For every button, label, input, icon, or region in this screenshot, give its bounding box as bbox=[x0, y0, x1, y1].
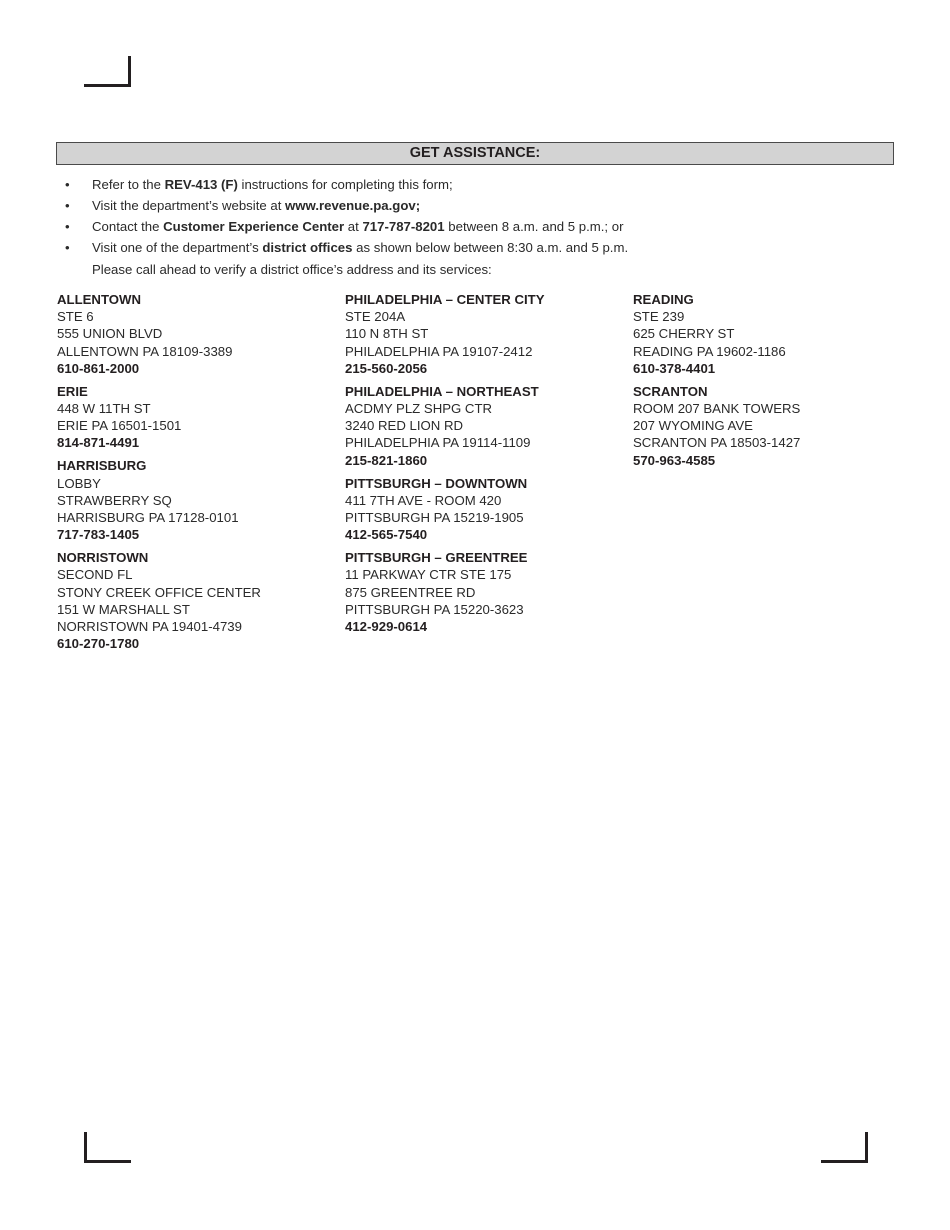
bullet-icon: • bbox=[65, 240, 70, 255]
office-phone: 215-560-2056 bbox=[345, 360, 428, 376]
address-line: PHILADELPHIA PA 19114-1109 bbox=[345, 435, 531, 451]
assistance-list bbox=[56, 174, 896, 258]
address-line: ALLENTOWN PA 18109-3389 bbox=[57, 343, 233, 359]
office-name: READING bbox=[633, 292, 694, 307]
website-link[interactable]: www.revenue.pa.gov; bbox=[285, 198, 421, 213]
address-line: ACDMY PLZ SHPG CTR bbox=[345, 401, 493, 417]
address-line: ERIE PA 16501-1501 bbox=[57, 418, 182, 434]
address-line: 448 W 11TH ST bbox=[57, 401, 151, 417]
office-phone: 412-929-0614 bbox=[345, 619, 428, 635]
offices-column-2 bbox=[345, 291, 625, 641]
address-line: SECOND FL bbox=[57, 567, 133, 583]
office-allentown bbox=[57, 291, 337, 377]
item-text: Refer to the bbox=[92, 177, 165, 192]
office-phone: 717-783-1405 bbox=[57, 527, 140, 543]
get-assistance-header: GET ASSISTANCE: bbox=[56, 142, 894, 165]
address-line: HARRISBURG PA 17128-0101 bbox=[57, 510, 239, 526]
office-phone: 412-565-7540 bbox=[345, 527, 428, 543]
office-scranton bbox=[633, 383, 913, 469]
office-name: PHILADELPHIA – CENTER CITY bbox=[345, 292, 545, 307]
address-line: 3240 RED LION RD bbox=[345, 418, 463, 434]
office-phone: 570-963-4585 bbox=[633, 452, 716, 468]
list-item bbox=[56, 237, 896, 258]
bullet-icon: • bbox=[65, 198, 70, 213]
crop-mark-bottom-right bbox=[821, 1132, 868, 1163]
office-name: HARRISBURG bbox=[57, 458, 147, 474]
form-reference: REV-413 (F) bbox=[164, 177, 238, 192]
address-line: READING PA 19602-1186 bbox=[633, 343, 786, 359]
address-line: ROOM 207 BANK TOWERS bbox=[633, 401, 801, 417]
address-line: NORRISTOWN PA 19401-4739 bbox=[57, 619, 242, 635]
address-line: 875 GREENTREE RD bbox=[345, 584, 476, 600]
address-line: STE 239 bbox=[633, 309, 685, 325]
address-line: 411 7TH AVE - ROOM 420 bbox=[345, 492, 502, 508]
item-text: Visit one of the department’s bbox=[92, 240, 263, 255]
call-ahead-note: Please call ahead to verify a district office’s address and its services: bbox=[92, 262, 492, 277]
office-phone: 814-871-4491 bbox=[57, 435, 140, 451]
address-line: PITTSBURGH PA 15219-1905 bbox=[345, 510, 524, 526]
offices-column-1 bbox=[57, 291, 337, 658]
item-text: instructions for completing this form; bbox=[237, 177, 453, 192]
address-line: PITTSBURGH PA 15220-3623 bbox=[345, 601, 524, 617]
list-item bbox=[56, 195, 896, 216]
address-line: PHILADELPHIA PA 19107-2412 bbox=[345, 343, 533, 359]
office-phone: 610-861-2000 bbox=[57, 360, 140, 376]
office-name: PHILADELPHIA – NORTHEAST bbox=[345, 383, 539, 399]
office-name: ERIE bbox=[57, 383, 88, 399]
office-pittsburgh-greentree bbox=[345, 549, 625, 635]
center-name: Customer Experience Center bbox=[163, 219, 345, 234]
bullet-icon: • bbox=[65, 219, 70, 234]
office-philadelphia-northeast bbox=[345, 383, 625, 469]
office-harrisburg bbox=[57, 457, 337, 543]
office-phone: 610-378-4401 bbox=[633, 360, 716, 376]
item-text: as shown below between 8:30 a.m. and 5 p.m. bbox=[352, 240, 629, 255]
office-name: ALLENTOWN bbox=[57, 292, 141, 307]
office-phone: 610-270-1780 bbox=[57, 636, 140, 652]
crop-mark-bottom-left bbox=[84, 1132, 131, 1163]
center-phone: 717-787-8201 bbox=[362, 219, 445, 234]
item-text: between 8 a.m. and 5 p.m.; or bbox=[444, 219, 624, 234]
address-line: 625 CHERRY ST bbox=[633, 326, 735, 342]
offices-column-3 bbox=[633, 291, 913, 475]
address-line: STRAWBERRY SQ bbox=[57, 492, 172, 508]
address-line: SCRANTON PA 18503-1427 bbox=[633, 435, 801, 451]
office-name: PITTSBURGH – GREENTREE bbox=[345, 550, 528, 566]
address-line: 555 UNION BLVD bbox=[57, 326, 163, 342]
office-name: NORRISTOWN bbox=[57, 550, 149, 566]
district-offices-label: district offices bbox=[262, 240, 353, 255]
list-item bbox=[56, 174, 896, 195]
office-erie bbox=[57, 383, 337, 452]
office-reading bbox=[633, 291, 913, 377]
office-norristown bbox=[57, 549, 337, 652]
item-text: Visit the department’s website at bbox=[92, 198, 286, 213]
office-name: PITTSBURGH – DOWNTOWN bbox=[345, 475, 528, 491]
address-line: LOBBY bbox=[57, 475, 101, 491]
address-line: STONY CREEK OFFICE CENTER bbox=[57, 584, 261, 600]
address-line: 110 N 8TH ST bbox=[345, 326, 429, 342]
office-pittsburgh-downtown bbox=[345, 475, 625, 544]
office-phone: 215-821-1860 bbox=[345, 452, 428, 468]
office-philadelphia-center-city bbox=[345, 291, 625, 377]
address-line: STE 6 bbox=[57, 309, 94, 325]
address-line: 11 PARKWAY CTR STE 175 bbox=[345, 567, 512, 583]
address-line: 207 WYOMING AVE bbox=[633, 418, 753, 434]
crop-mark-top-left bbox=[84, 56, 131, 87]
list-item bbox=[56, 216, 896, 237]
address-line: STE 204A bbox=[345, 309, 406, 325]
address-line: 151 W MARSHALL ST bbox=[57, 601, 190, 617]
item-text: at bbox=[344, 219, 363, 234]
item-text: Contact the bbox=[92, 219, 164, 234]
bullet-icon: • bbox=[65, 177, 70, 192]
office-name: SCRANTON bbox=[633, 383, 708, 399]
